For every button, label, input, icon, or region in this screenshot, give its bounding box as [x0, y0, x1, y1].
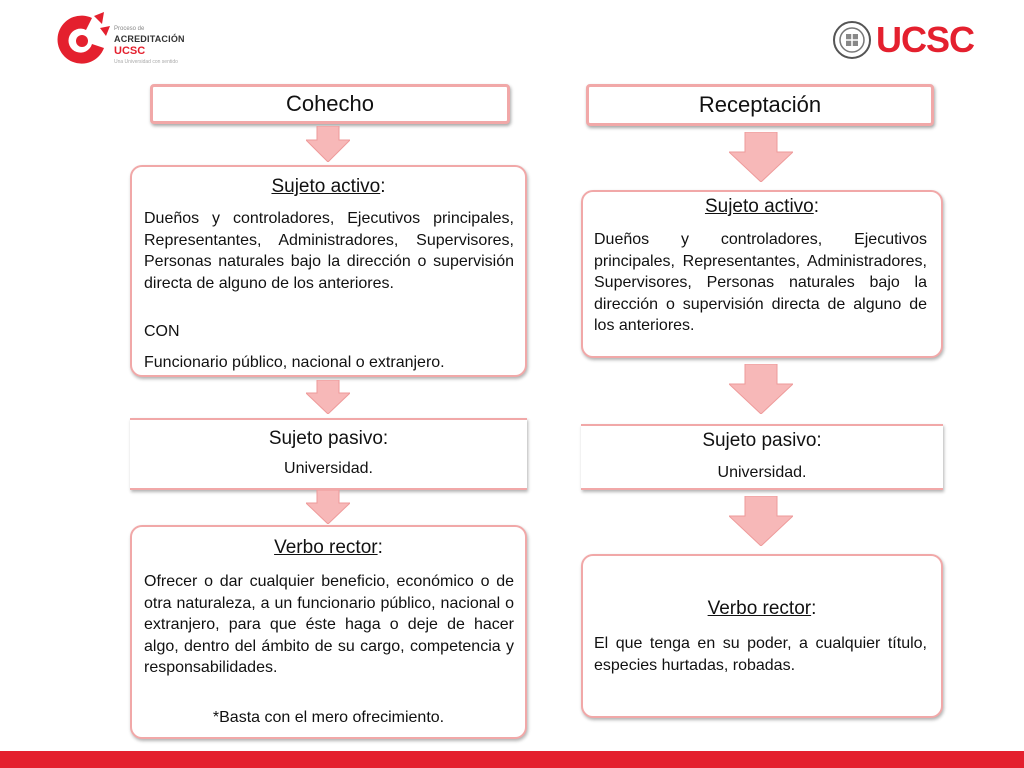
verbo-rector-heading: Verbo rector: — [274, 537, 383, 558]
receptacion-title: Receptación — [698, 92, 822, 117]
cohecho-title-box — [150, 84, 510, 124]
sujeto-activo-heading: Sujeto activo: — [704, 196, 820, 217]
connector-text: CON — [144, 323, 180, 340]
acreditacion-logo — [52, 8, 232, 68]
receptacion-sujeto-pasivo-band — [581, 424, 943, 490]
arrow-down-icon — [729, 132, 793, 182]
acreditacion-tagline: Una Universidad con sentido — [114, 59, 178, 65]
arrow-down-icon — [729, 496, 793, 546]
sujeto-activo-body: Dueños y controladores, Ejecutivos principales, Representantes, Administradores, Supervisores, Personas naturales bajo la dirección o supervisión directa de alguno de los anteriores. — [144, 210, 514, 292]
university-name: UCSC — [876, 19, 975, 60]
sujeto-pasivo-value: Universidad. — [717, 464, 807, 481]
ucsc-logo — [832, 18, 975, 64]
acreditacion-swirl-icon — [52, 8, 112, 68]
sujeto-activo-body-2: Funcionario público, nacional o extranjero. — [144, 354, 445, 371]
verbo-rector-heading: Verbo rector: — [707, 598, 817, 619]
university-seal-icon — [832, 18, 872, 62]
receptacion-verbo-rector-card — [581, 554, 943, 718]
sujeto-pasivo-value: Universidad. — [284, 460, 373, 477]
arrow-down-icon — [306, 380, 350, 414]
arrow-down-icon — [729, 364, 793, 414]
cohecho-sujeto-activo-card — [130, 165, 527, 377]
bottom-accent-bar — [0, 751, 1024, 768]
receptacion-title-box — [586, 84, 934, 126]
cohecho-title: Cohecho — [285, 91, 375, 116]
arrow-down-icon — [306, 490, 350, 524]
receptacion-sujeto-activo-card — [581, 190, 943, 358]
sujeto-pasivo-heading: Sujeto pasivo: — [702, 430, 822, 451]
acreditacion-brand: UCSC — [114, 45, 146, 57]
acreditacion-small-text: Proceso de — [114, 26, 145, 32]
sujeto-activo-body: Dueños y controladores, Ejecutivos principales, Representantes, Administradores, Supervisores, Personas naturales bajo la dirección o supervisión directa de alguno de los anteriores. — [594, 231, 927, 334]
verbo-rector-body: El que tenga en su poder, a cualquier título, especies hurtadas, robadas. — [594, 635, 927, 674]
cohecho-verbo-rector-card — [130, 525, 527, 739]
verbo-rector-body: Ofrecer o dar cualquier beneficio, económico o de otra naturaleza, a un funcionario público, nacional o extranjero, para que éste haga o deje de hacer algo, dentro del ámbito de su cargo, competencia y responsabilidades. — [144, 573, 514, 676]
verbo-rector-note: *Basta con el mero ofrecimiento. — [212, 709, 445, 726]
sujeto-activo-heading: Sujeto activo: — [271, 176, 386, 197]
acreditacion-title: ACREDITACIÓN — [114, 34, 185, 44]
sujeto-pasivo-heading: Sujeto pasivo: — [268, 428, 389, 449]
arrow-down-icon — [306, 126, 350, 162]
cohecho-sujeto-pasivo-band — [130, 418, 527, 490]
